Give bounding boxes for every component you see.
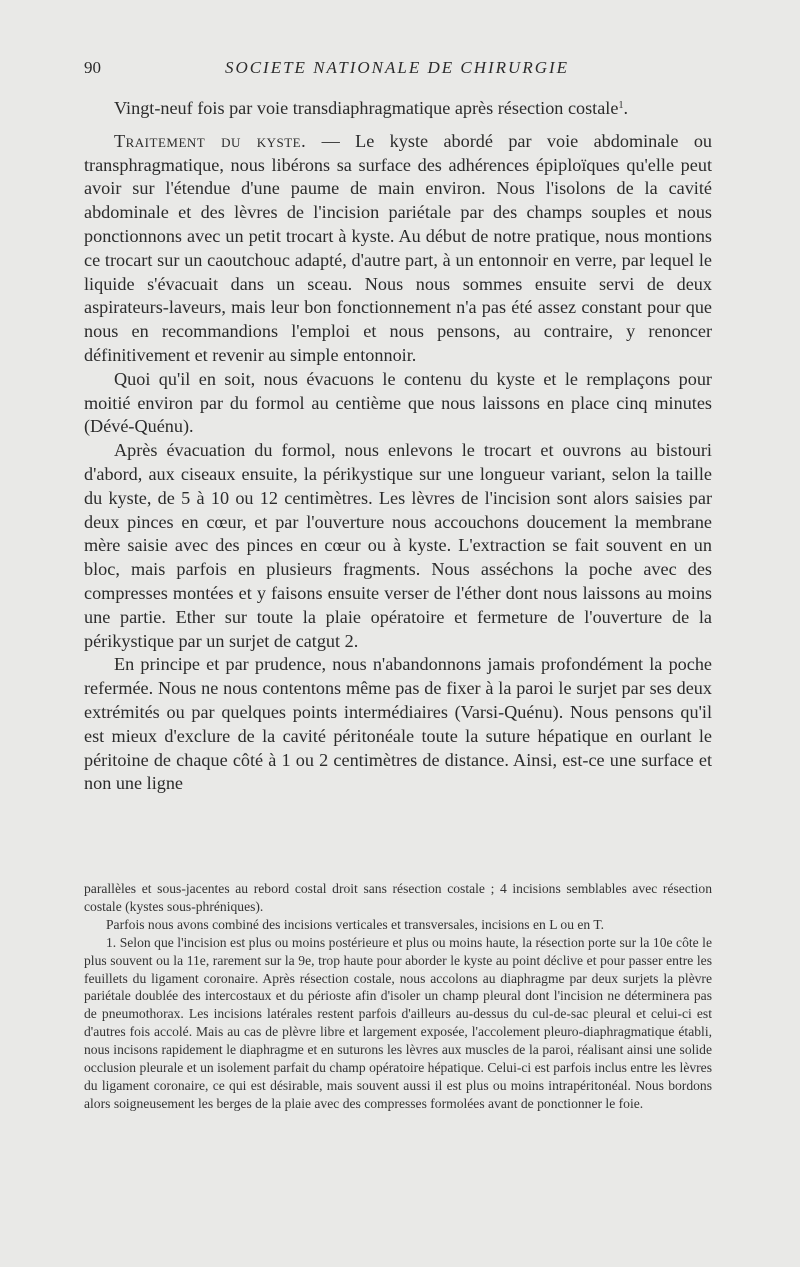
main-text bbox=[84, 97, 712, 796]
footnote-continuation: parallèles et sous-jacentes au rebord costal droit sans résection costale ; 4 incisions semblables avec résection costale (kystes sous-phréniques). bbox=[84, 881, 712, 914]
page-header bbox=[84, 58, 710, 84]
page-number: 90 bbox=[84, 58, 101, 77]
paragraph bbox=[84, 97, 712, 121]
paragraph-text: — Le kyste abordé par voie abdominale ou transphragmatique, nous libérons sa surface des adhérences épiploïques qu'elle peut avoir sur l'étendue d'une paume de main environ. Nous l'isolons de la cavité abdominale et des lèvres de l'incision pariétale par des champs souples et nous ponctionnons avec un petit trocart à kyste. Au début de notre pratique, nous montions ce trocart sur un caoutchouc adapté, d'autre part, à un entonnoir en verre, par lequel le liquide s'évacuait dans un sceau. Nous nous sommes ensuite servi de deux aspirateurs-laveurs, mais leur bon fonctionnement n'a pas été assez constant pour que nous en recommandions l'emploi et nous pensons, au contraire, y renoncer définitivement et revenir au simple entonnoir. bbox=[84, 130, 713, 365]
paragraph-text: Vingt-neuf fois par voie transdiaphragmatique après résection costale bbox=[114, 98, 619, 118]
paragraph: En principe et par prudence, nous n'abandonnons jamais profondément la poche refermée. Nous ne nous contentons même pas de fixer à la paroi le surjet par ses deux extrémités ou par quelques points intermédiaires (Varsi-Quénu). Nous pensons qu'il est mieux d'exclure de la cavité péritonéale toute la suture hépatique en ourlant le péritoine de chaque côté à 1 ou 2 centimètres de distance. Ainsi, est-ce une surface et non une ligne bbox=[84, 654, 712, 794]
section-lead: Traitement du kyste. bbox=[114, 130, 307, 151]
paragraph-end: . bbox=[623, 98, 628, 118]
paragraph: Quoi qu'il en soit, nous évacuons le contenu du kyste et le remplaçons pour moitié environ par du formol au centième que nous laissons en place cinq minutes (Dévé-Quénu). bbox=[84, 368, 712, 437]
running-title: SOCIETE NATIONALE DE CHIRURGIE bbox=[224, 58, 570, 77]
footnote-paragraph: Parfois nous avons combiné des incisions verticales et transversales, incisions en L ou en T. bbox=[106, 916, 605, 932]
footnote-ref: 1 bbox=[618, 100, 624, 111]
paragraph bbox=[84, 130, 712, 368]
footnote-1: 1. Selon que l'incision est plus ou moins postérieure et plus ou moins haute, la résection porte sur la 10e côte le plus souvent ou la 11e, rarement sur la 9e, trop haute pour aborder le kyste au point déclive et pour passer entre les feuillets du ligament coronaire. Après résection costale, nous accolons au diaphragme par deux surjets la plèvre pariétale doublée des intercostaux et du périoste afin d'isoler un champ pleural dont l'incision ne déterminera pas de pneumothorax. Les incisions latérales restent parfois d'ailleurs au-dessus du cul-de-sac pleural et celui-ci est d'autres fois accolé. Mais au cas de plèvre libre et largement exposée, l'accolement pleuro-diaphragmatique établi, nous incisons rapidement le diaphragme et en suturons les lèvres aux muscles de la paroi, réalisant ainsi une solide occlusion pleurale et un isolement parfait du champ opératoire hépatique. Celui-ci est parfois inclus entre les lèvres du ligament coronaire, ce qui est désirable, mais souvent aussi il est plus ou moins intrapéritonéal. Nous bordons alors soigneusement les berges de la plaie avec des compresses formolées avant de ponctionner le foie. bbox=[84, 934, 712, 1111]
paragraph: Après évacuation du formol, nous enlevons le trocart et ouvrons au bistouri d'abord, aux ciseaux ensuite, la périkystique sur une longueur variant, selon la taille du kyste, de 5 à 10 ou 12 centimètres. Les lèvres de l'incision sont alors saisies par deux pinces en cœur, et par l'ouverture nous accouchons doucement la membrane mère saisie avec des pinces en cœur ou à kyste. L'extraction se fait souvent en un bloc, mais parfois en plusieurs fragments. Nous asséchons la poche avec des compresses montées et y faisons ensuite verser de l'éther dont nous laissons au moins une partie. Ether sur toute la plaie opératoire et fermeture de l'ouverture de la périkystique par un surjet de catgut 2. bbox=[84, 440, 712, 651]
footnotes bbox=[84, 880, 712, 1113]
